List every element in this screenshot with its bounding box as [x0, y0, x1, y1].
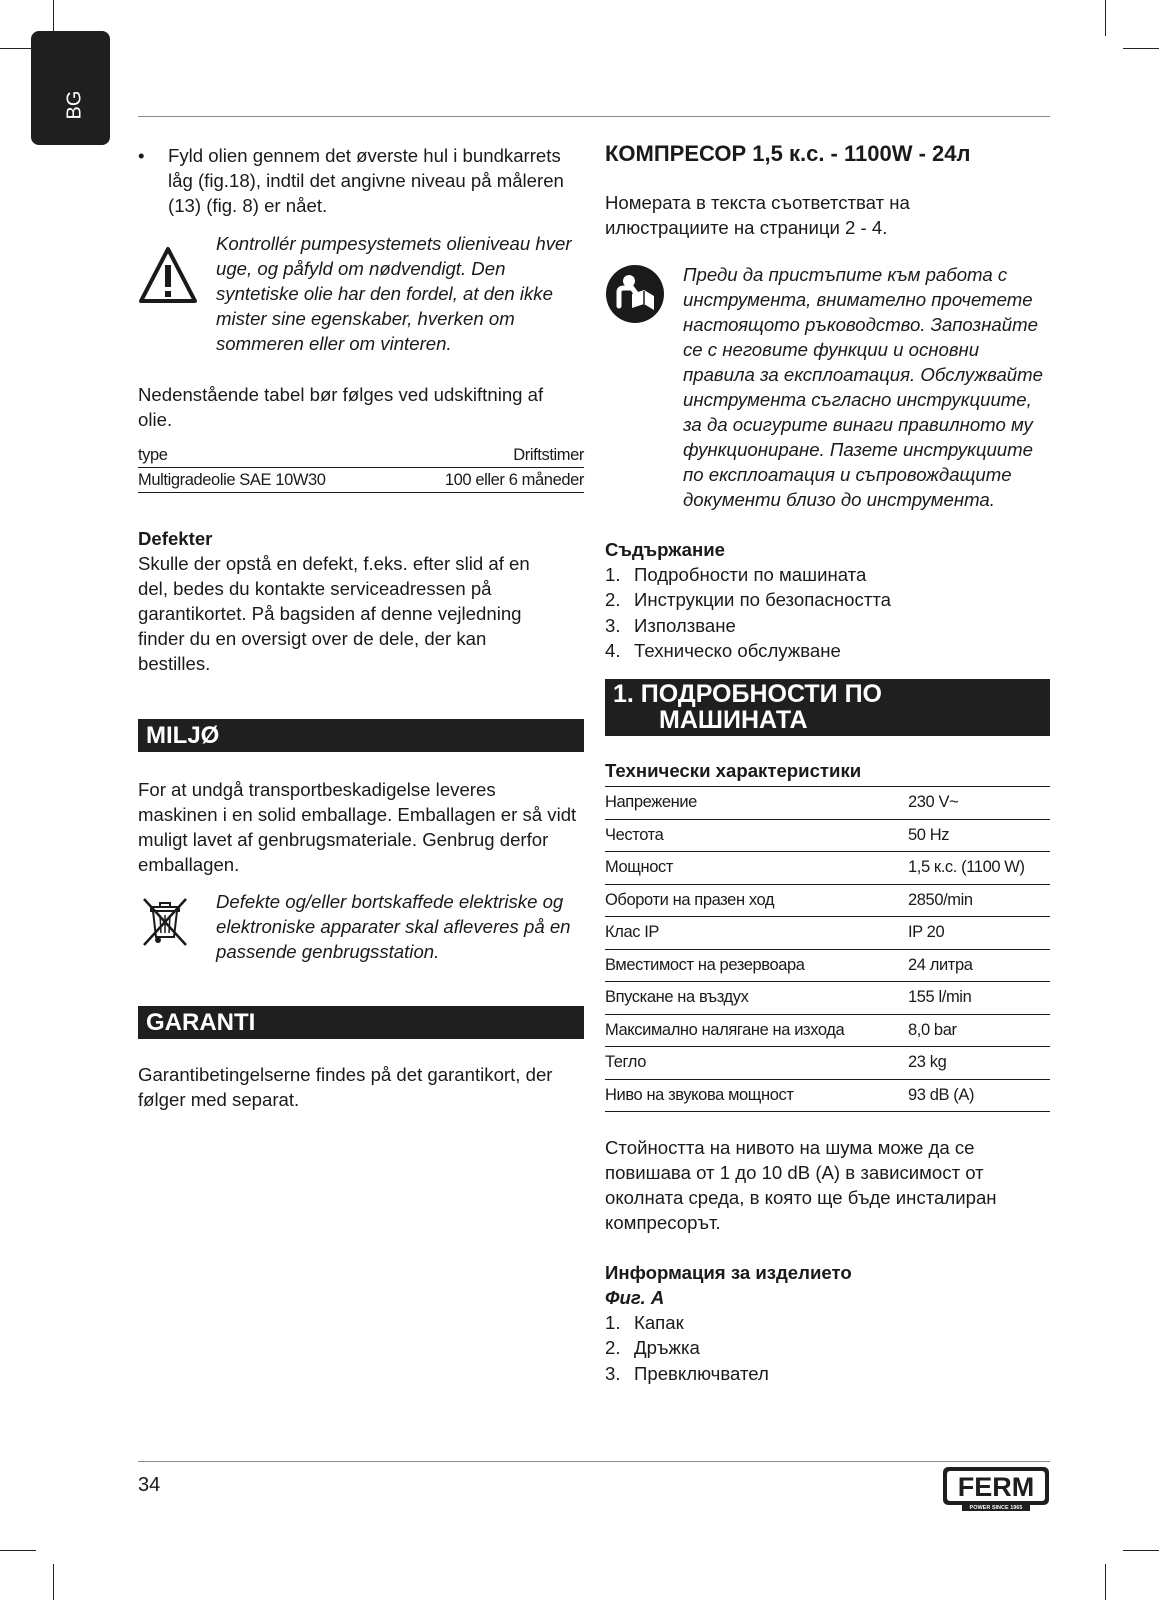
section-heading-line: 1. ПОДРОБНОСТИ ПО: [613, 680, 882, 709]
specs-table: [605, 786, 1050, 1112]
table-row: Клас IP IP 20: [605, 917, 1050, 950]
figure-reference: Фиг. A: [605, 1287, 665, 1309]
oil-table-header-hours: Driftstimer: [394, 443, 584, 468]
parts-list: [605, 1310, 1050, 1386]
warranty-heading: GARANTI: [138, 1006, 584, 1039]
table-row: Честота 50 Hz: [605, 819, 1050, 852]
section-heading-line: МАШИНАТА: [659, 706, 808, 735]
table-row: Впускане на въздух 155 l/min: [605, 982, 1050, 1015]
section-heading-machine-details: [605, 679, 1050, 736]
list-item: 3. Превключвател: [605, 1362, 769, 1384]
defects-heading: Defekter: [138, 528, 213, 549]
manual-note: [605, 262, 1050, 512]
ferm-logo: [942, 1466, 1050, 1512]
oil-table-header-type: type: [138, 443, 394, 468]
table-row: [138, 443, 584, 468]
warning-triangle-icon: [138, 231, 216, 312]
table-row: Вместимост на резервоара 24 литра: [605, 949, 1050, 982]
read-manual-icon: [605, 262, 683, 329]
crop-mark: [1123, 1550, 1159, 1551]
table-row: Обороти на празен ход 2850/min: [605, 884, 1050, 917]
weee-note: [138, 889, 584, 964]
intro-text: Номерата в текста съответстват на илюстрациите на страници 2 - 4.: [605, 192, 910, 238]
list-item: 2. Инструкции по безопасността: [605, 589, 891, 611]
oil-table-cell: 100 eller 6 måneder: [394, 468, 584, 493]
logo-brand: FERM: [957, 1472, 1035, 1502]
crossed-bin-icon: [138, 889, 216, 954]
list-item: 4. Техническо обслужване: [605, 639, 841, 661]
warranty-text: Garantibetingelserne findes på det garantikort, der følger med separat.: [138, 1064, 553, 1110]
table-row: Максимално налягане на изхода 8,0 bar: [605, 1014, 1050, 1047]
table-row: Тегло 23 kg: [605, 1047, 1050, 1080]
list-item: 3. Използване: [605, 614, 736, 636]
list-item: 1. Подробности по машината: [605, 564, 867, 585]
table-row: Ниво на звукова мощност 93 dB (A): [605, 1079, 1050, 1112]
left-column: [138, 143, 584, 1112]
specs-heading: Технически характеристики: [605, 760, 862, 782]
footer-rule: [138, 1461, 1050, 1462]
crop-mark: [1123, 48, 1159, 49]
env-text: For at undgå transportbeskadigelse leveres maskinen i en solid emballage. Emballagen er så vidt muligt lavet af genbrugsmateriale. Genbrug derfor emballagen.: [138, 779, 577, 875]
language-tab: [31, 31, 110, 145]
oil-table-cell: Multigradeolie SAE 10W30: [138, 468, 394, 493]
language-code: BG: [63, 90, 86, 120]
list-item: 2. Дръжка: [605, 1337, 700, 1359]
table-row: [138, 468, 584, 493]
product-info-heading: Информация за изделието: [605, 1262, 852, 1284]
table-row: Мощност 1,5 к.с. (1100 W): [605, 852, 1050, 885]
oil-table: [138, 443, 584, 493]
crop-mark: [1105, 0, 1106, 36]
document-title: КОМПРЕСОР 1,5 к.с. - 1100W - 24л: [605, 141, 971, 166]
contents-heading: Съдържание: [605, 539, 725, 560]
contents-list: [605, 562, 1050, 663]
crop-mark: [0, 1550, 36, 1551]
table-row: Напрежение 230 V~: [605, 787, 1050, 820]
crop-mark: [1105, 1564, 1106, 1600]
crop-mark: [53, 1564, 54, 1600]
header-rule: [138, 116, 1050, 117]
oil-table-intro: Nedenstående tabel bør følges ved udskiftning af olie.: [138, 384, 544, 430]
oil-fill-bullet: • Fyld olien gennem det øverste hul i bundkarrets låg (fig.18), indtil det angivne niveau på måleren (13) (fig. 8) er nået.: [138, 143, 584, 218]
logo-tagline: POWER SINCE 1965: [969, 1505, 1023, 1511]
page-number: 34: [138, 1474, 161, 1496]
warning-text: Kontrollér pumpesystemets olieniveau hver uge, og påfyld om nødvendigt. Den syntetiske olie har den fordel, at den ikke mister sine egenskaber, hverken om sommeren eller om vinteren.: [216, 233, 572, 354]
manual-text: Преди да пристъпите към работа с инструмента, внимателно прочетете настоящото ръководство. Запознайте се с неговите функции и основни правила за експлоатация. Обслужвайте инструмента съгласно инструкциите, за да осигурите винаги правилното му функциониране. Пазете инструкциите по експлоатация и съпровождащите документи близо до инструмента.: [683, 264, 1043, 510]
weee-text: Defekte og/eller bortskaffede elektriske og elektroniske apparater skal afleveres på en passende genbrugsstation.: [216, 891, 571, 962]
defects-text: Skulle der opstå en defekt, f.eks. efter slid af en del, bedes du kontakte serviceadressen på garantikortet. På bagsiden af denne vejledning finder du en oversigt over de dele, der kan bestilles.: [138, 553, 530, 674]
env-heading: MILJØ: [138, 719, 584, 752]
noise-text: Стойността на нивото на шума може да се повишава от 1 до 10 dB (A) в зависимост от околната среда, в която ще бъде инсталиран компресорът.: [605, 1137, 997, 1234]
right-column: [605, 140, 1050, 1386]
warning-note: [138, 231, 584, 356]
list-item: 1. Капак: [605, 1312, 684, 1334]
